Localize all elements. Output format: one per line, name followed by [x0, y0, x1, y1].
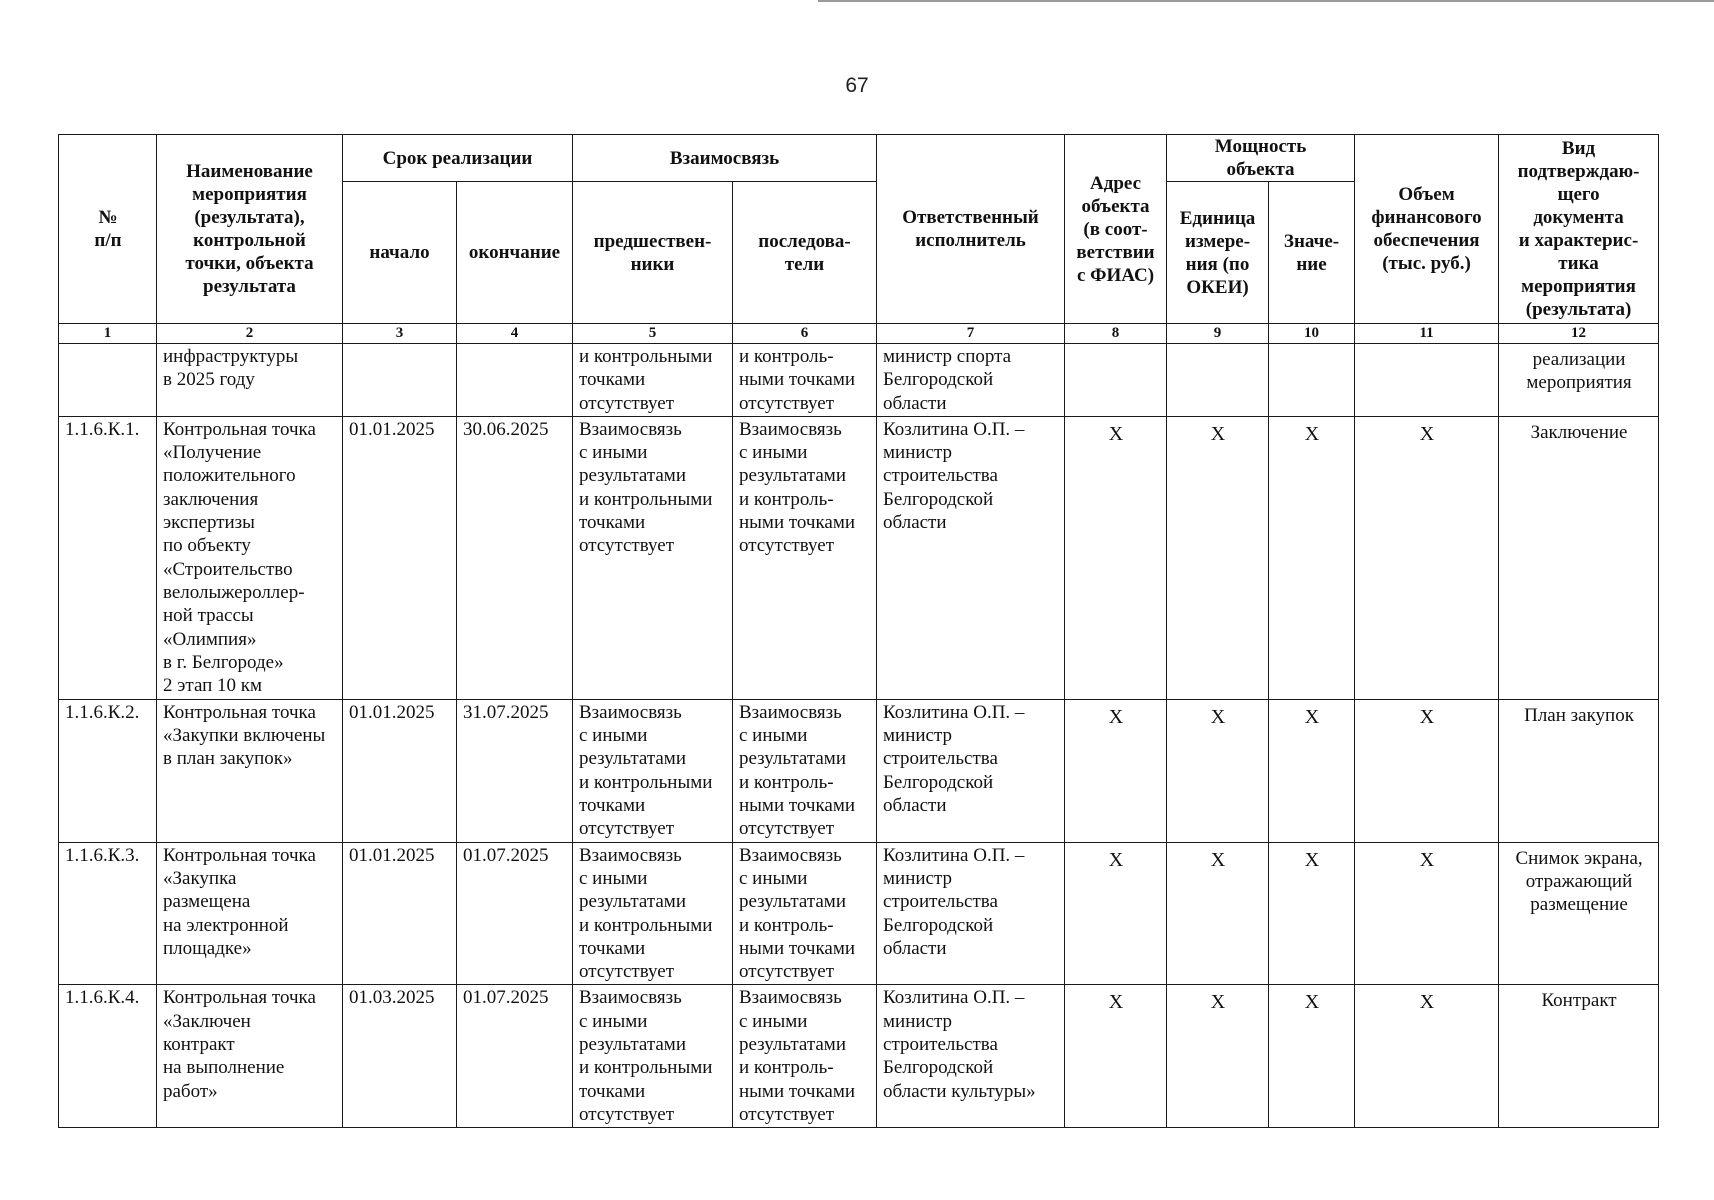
row-unit: X — [1167, 699, 1269, 842]
row-unit: X — [1167, 985, 1269, 1128]
row-end: 01.07.2025 — [457, 842, 573, 985]
row-predecessors: Взаимосвязь с иными результатами и контрольными точками отсутствует — [573, 416, 733, 699]
table-row — [59, 842, 1659, 985]
table-row — [59, 416, 1659, 699]
header-successors: последова- тели — [733, 182, 877, 324]
row-doctype: Заключение — [1499, 416, 1659, 699]
row-predecessors: Взаимосвязь с иными результатами и контрольными точками отсутствует — [573, 699, 733, 842]
row-successors: Взаимосвязь с иными результатами и контроль- ными точками отсутствует — [733, 416, 877, 699]
column-number: 6 — [733, 324, 877, 344]
row-funding: X — [1355, 416, 1499, 699]
column-number: 9 — [1167, 324, 1269, 344]
column-number: 12 — [1499, 324, 1659, 344]
row-value: X — [1269, 985, 1355, 1128]
column-number: 7 — [877, 324, 1065, 344]
row-unit: X — [1167, 842, 1269, 985]
column-numbers-row — [59, 324, 1659, 344]
row-num: 1.1.6.К.4. — [59, 985, 157, 1128]
header-value: Значе- ние — [1269, 182, 1355, 324]
row-responsible: Козлитина О.П. – министр строительства Белгородской области культуры» — [877, 985, 1065, 1128]
row-value: X — [1269, 416, 1355, 699]
row-address: X — [1065, 699, 1167, 842]
row-name: Контрольная точка «Закупка размещена на электронной площадке» — [157, 842, 343, 985]
header-funding: Объем финансового обеспечения (тыс. руб.) — [1355, 135, 1499, 324]
column-number: 8 — [1065, 324, 1167, 344]
row-value — [1269, 344, 1355, 417]
column-number: 1 — [59, 324, 157, 344]
header-predecessors: предшествен- ники — [573, 182, 733, 324]
header-relation: Взаимосвязь — [573, 135, 877, 182]
column-number: 4 — [457, 324, 573, 344]
row-name: Контрольная точка «Получение положительного заключения экспертизы по объекту «Строительство велолыжероллер- ной трассы «Олимпия» в г. Белгороде» 2 этап 10 км — [157, 416, 343, 699]
row-doctype: реализации мероприятия — [1499, 344, 1659, 417]
row-start: 01.01.2025 — [343, 416, 457, 699]
row-value: X — [1269, 842, 1355, 985]
row-responsible: Козлитина О.П. – министр строительства Белгородской области — [877, 699, 1065, 842]
row-num: 1.1.6.К.3. — [59, 842, 157, 985]
row-funding: X — [1355, 699, 1499, 842]
row-funding: X — [1355, 985, 1499, 1128]
header-start: начало — [343, 182, 457, 324]
header-period: Срок реализации — [343, 135, 573, 182]
row-address — [1065, 344, 1167, 417]
row-end: 01.07.2025 — [457, 985, 573, 1128]
row-successors: Взаимосвязь с иными результатами и контроль- ными точками отсутствует — [733, 842, 877, 985]
page-number: 67 — [845, 74, 869, 97]
row-name: Контрольная точка «Закупки включены в план закупок» — [157, 699, 343, 842]
row-start — [343, 344, 457, 417]
row-start: 01.03.2025 — [343, 985, 457, 1128]
column-number: 5 — [573, 324, 733, 344]
row-unit — [1167, 344, 1269, 417]
header-name: Наименование мероприятия (результата), контрольной точки, объекта результата — [157, 135, 343, 324]
column-number: 3 — [343, 324, 457, 344]
row-responsible: министр спорта Белгородской области — [877, 344, 1065, 417]
row-doctype: План закупок — [1499, 699, 1659, 842]
column-number: 10 — [1269, 324, 1355, 344]
column-number: 11 — [1355, 324, 1499, 344]
row-address: X — [1065, 416, 1167, 699]
row-successors: Взаимосвязь с иными результатами и контроль- ными точками отсутствует — [733, 699, 877, 842]
control-points-table — [58, 134, 1659, 1128]
row-end: 30.06.2025 — [457, 416, 573, 699]
row-responsible: Козлитина О.П. – министр строительства Белгородской области — [877, 842, 1065, 985]
row-value: X — [1269, 699, 1355, 842]
row-start: 01.01.2025 — [343, 842, 457, 985]
row-successors: Взаимосвязь с иными результатами и контроль- ными точками отсутствует — [733, 985, 877, 1128]
row-address: X — [1065, 985, 1167, 1128]
table-row — [59, 344, 1659, 417]
row-funding: X — [1355, 842, 1499, 985]
header-row-1 — [59, 135, 1659, 182]
header-num: № п/п — [59, 135, 157, 324]
table-row — [59, 985, 1659, 1128]
header-responsible: Ответственный исполнитель — [877, 135, 1065, 324]
row-doctype: Снимок экрана, отражающий размещение — [1499, 842, 1659, 985]
row-num: 1.1.6.К.2. — [59, 699, 157, 842]
header-unit: Единица измере- ния (по ОКЕИ) — [1167, 182, 1269, 324]
table-row — [59, 699, 1659, 842]
row-funding — [1355, 344, 1499, 417]
row-start: 01.01.2025 — [343, 699, 457, 842]
row-name: Контрольная точка «Заключен контракт на выполнение работ» — [157, 985, 343, 1128]
row-predecessors: Взаимосвязь с иными результатами и контрольными точками отсутствует — [573, 842, 733, 985]
row-doctype: Контракт — [1499, 985, 1659, 1128]
scan-top-rule — [818, 0, 1714, 2]
row-num: 1.1.6.К.1. — [59, 416, 157, 699]
row-end: 31.07.2025 — [457, 699, 573, 842]
row-end — [457, 344, 573, 417]
row-address: X — [1065, 842, 1167, 985]
row-predecessors: и контрольными точками отсутствует — [573, 344, 733, 417]
row-responsible: Козлитина О.П. – министр строительства Белгородской области — [877, 416, 1065, 699]
row-name: инфраструктуры в 2025 году — [157, 344, 343, 417]
header-end: окончание — [457, 182, 573, 324]
row-unit: X — [1167, 416, 1269, 699]
header-doctype: Вид подтверждаю- щего документа и характерис- тика мероприятия (результата) — [1499, 135, 1659, 324]
row-num — [59, 344, 157, 417]
row-successors: и контроль- ными точками отсутствует — [733, 344, 877, 417]
column-number: 2 — [157, 324, 343, 344]
header-address: Адрес объекта (в соот- ветствии с ФИАС) — [1065, 135, 1167, 324]
row-predecessors: Взаимосвязь с иными результатами и контрольными точками отсутствует — [573, 985, 733, 1128]
header-capacity: Мощность объекта — [1167, 135, 1355, 182]
